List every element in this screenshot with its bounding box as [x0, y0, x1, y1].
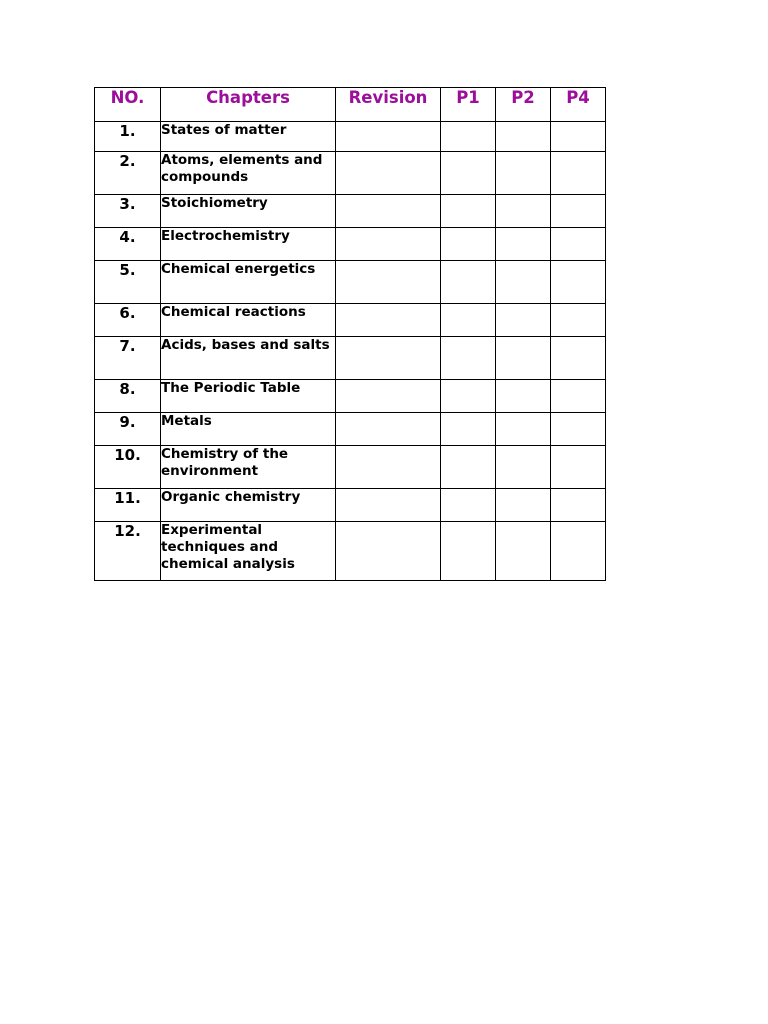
chapters-table — [94, 87, 606, 581]
chapter-name: Atoms, elements and compounds — [161, 152, 336, 195]
table-row — [95, 413, 606, 446]
chapter-name: Chemical reactions — [161, 304, 336, 337]
p2-cell — [496, 522, 551, 581]
row-number: 8. — [95, 380, 161, 413]
table-row — [95, 446, 606, 489]
p1-cell — [441, 195, 496, 228]
chapter-name: Experimental techniques and chemical analysis — [161, 522, 336, 581]
row-number: 7. — [95, 337, 161, 380]
p2-cell — [496, 304, 551, 337]
chapter-name: Electrochemistry — [161, 228, 336, 261]
revision-cell — [336, 261, 441, 304]
p1-cell — [441, 380, 496, 413]
p4-cell — [551, 195, 606, 228]
table-row — [95, 261, 606, 304]
p2-cell — [496, 380, 551, 413]
revision-cell — [336, 489, 441, 522]
revision-cell — [336, 195, 441, 228]
p1-cell — [441, 122, 496, 152]
table-row — [95, 304, 606, 337]
table-row — [95, 195, 606, 228]
p1-cell — [441, 152, 496, 195]
p4-cell — [551, 261, 606, 304]
p4-cell — [551, 380, 606, 413]
p1-cell — [441, 413, 496, 446]
chapter-name: Chemistry of the environment — [161, 446, 336, 489]
p4-cell — [551, 446, 606, 489]
p2-cell — [496, 195, 551, 228]
revision-cell — [336, 122, 441, 152]
row-number: 3. — [95, 195, 161, 228]
header-p1: P1 — [441, 88, 496, 122]
chapter-name: Organic chemistry — [161, 489, 336, 522]
header-p2: P2 — [496, 88, 551, 122]
p4-cell — [551, 413, 606, 446]
p2-cell — [496, 489, 551, 522]
table-row — [95, 489, 606, 522]
table-row — [95, 152, 606, 195]
p4-cell — [551, 228, 606, 261]
p1-cell — [441, 261, 496, 304]
revision-cell — [336, 446, 441, 489]
revision-cell — [336, 413, 441, 446]
chapter-name: Chemical energetics — [161, 261, 336, 304]
row-number: 2. — [95, 152, 161, 195]
revision-cell — [336, 152, 441, 195]
row-number: 11. — [95, 489, 161, 522]
p2-cell — [496, 228, 551, 261]
p2-cell — [496, 261, 551, 304]
chapter-name: States of matter — [161, 122, 336, 152]
p1-cell — [441, 446, 496, 489]
p4-cell — [551, 489, 606, 522]
p2-cell — [496, 152, 551, 195]
revision-cell — [336, 337, 441, 380]
header-revision: Revision — [336, 88, 441, 122]
row-number: 4. — [95, 228, 161, 261]
p1-cell — [441, 522, 496, 581]
header-p4: P4 — [551, 88, 606, 122]
table-row — [95, 228, 606, 261]
row-number: 6. — [95, 304, 161, 337]
table-row — [95, 380, 606, 413]
revision-cell — [336, 522, 441, 581]
p1-cell — [441, 228, 496, 261]
table-row — [95, 337, 606, 380]
chapter-name: Stoichiometry — [161, 195, 336, 228]
table-header-row — [95, 88, 606, 122]
table-row — [95, 122, 606, 152]
p2-cell — [496, 337, 551, 380]
row-number: 10. — [95, 446, 161, 489]
header-chapters: Chapters — [161, 88, 336, 122]
p4-cell — [551, 122, 606, 152]
p1-cell — [441, 304, 496, 337]
p1-cell — [441, 337, 496, 380]
p4-cell — [551, 304, 606, 337]
revision-cell — [336, 228, 441, 261]
p2-cell — [496, 413, 551, 446]
p4-cell — [551, 522, 606, 581]
p1-cell — [441, 489, 496, 522]
header-no: NO. — [95, 88, 161, 122]
p4-cell — [551, 152, 606, 195]
revision-cell — [336, 380, 441, 413]
chapter-name: Metals — [161, 413, 336, 446]
p2-cell — [496, 122, 551, 152]
chapter-name: The Periodic Table — [161, 380, 336, 413]
row-number: 12. — [95, 522, 161, 581]
revision-cell — [336, 304, 441, 337]
p4-cell — [551, 337, 606, 380]
row-number: 5. — [95, 261, 161, 304]
row-number: 1. — [95, 122, 161, 152]
row-number: 9. — [95, 413, 161, 446]
p2-cell — [496, 446, 551, 489]
chapter-name: Acids, bases and salts — [161, 337, 336, 380]
table-row — [95, 522, 606, 581]
